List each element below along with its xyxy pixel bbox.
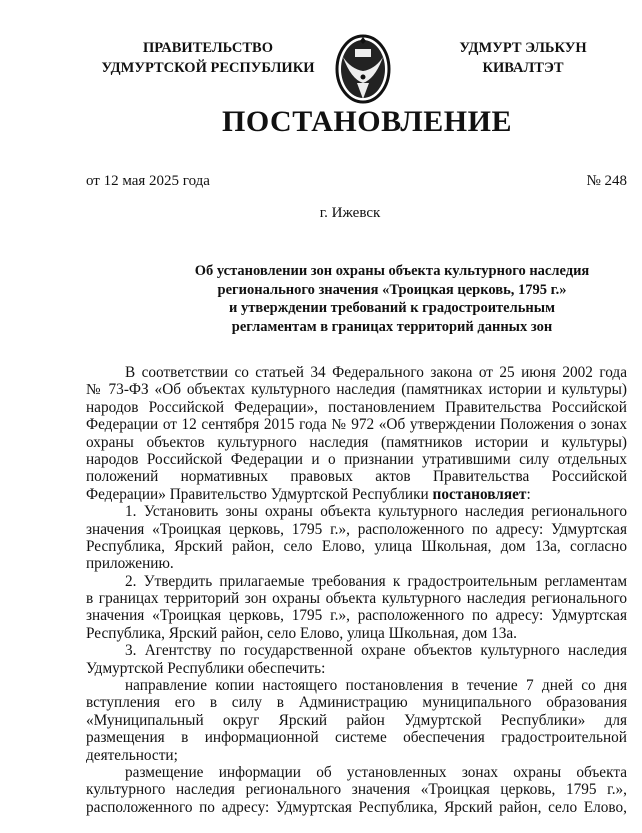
body-line [86,712,627,729]
body-line [86,764,627,781]
body-line [86,416,627,433]
subject-line: и утверждении требований к градостроительным [229,300,555,316]
document-city: г. Ижевск [319,205,381,221]
issuer-right-line-2: КИВАЛТЭТ [482,60,564,76]
body-line [86,607,627,624]
subject-line: регламентам в границах территорий данных зон [231,318,553,335]
issuer-left-line-1: ПРАВИТЕЛЬСТВО [143,40,273,56]
punctuation: : [526,485,531,503]
body-line-text: 2. Утвердить прилагаемые требования к градостроительным регламентам [125,572,627,590]
issuer-right [420,38,626,78]
body-line-text: Республика, Ярский район, село Елово, улица Школьная, дом 13а. [86,624,518,642]
body-line-text: Федерации от 12 сентября 2015 года № 972 «Об утверждении Положения о зонах [86,416,627,434]
body-line [86,486,627,503]
body-line [86,677,627,694]
body-line-text: размещение информации об установленных зонах охраны объекта [125,763,627,781]
issuer-right-line-1: УДМУРТ ЭЛЬКУН [459,40,587,56]
document-subject [120,262,642,336]
subject-line: регионального значения «Троицкая церковь, 1795 г.» [217,281,567,298]
body-line [86,521,627,538]
subject-line: Об установлении зон охраны объекта культурного наследия [194,263,590,279]
body-line [86,781,627,798]
body-line-text: «Муниципальный округ Ярский район Удмуртской Республики» для [86,711,627,729]
body-line [86,729,627,746]
body-line-text: 1. Установить зоны охраны объекта культурного наследия регионального [125,503,627,521]
document-type-heading: ПОСТАНОВЛЕНИЕ [222,105,512,138]
body-line-text: В соответствии со статьей 34 Федерального закона от 25 июня 2002 года [125,364,627,381]
body-line-text: приложению. [86,555,174,573]
resolution-keyword: постановляет [432,485,527,503]
body-line [86,660,627,677]
body-line [86,381,627,398]
body-line-text: Республика, Ярский район, село Елово, улица Школьная, дом 13а, согласно [86,537,627,555]
body-line-text: положений нормативных правовых актов Правительства Российской [86,468,627,486]
body-line [86,555,627,572]
body-line [86,590,627,607]
body-line-text: Федерации» Правительство Удмуртской Республики [86,485,433,503]
body-line-text: культурного наследия регионального значения «Троицкая церковь, 1795 г.», [86,781,627,799]
document-body [86,364,627,816]
body-line [86,503,627,520]
body-line [86,694,627,711]
body-line-text: Удмуртской Республики обеспечить: [86,659,326,677]
body-line [86,434,627,451]
body-line-text: народов Российской Федерации и о признании утратившими силу отдельных [86,450,627,468]
body-line-text: охраны объектов культурного наследия (памятников истории и культуры) [86,433,627,451]
body-line-text: народов Российской Федерации», постановлением Правительства Российской [86,398,627,416]
body-line [86,538,627,555]
body-line [86,642,627,659]
body-line [86,399,627,416]
body-line [86,747,627,764]
body-line-text: вступления его в силу в Администрацию муниципального образования [86,694,627,712]
body-line-text: значения «Троицкая церковь, 1795 г.», расположенного по адресу: Удмуртская [86,607,627,625]
body-line-text: деятельности; [86,746,178,764]
body-line-text: значения «Троицкая церковь, 1795 г.», расположенного по адресу: Удмуртская [86,520,627,538]
body-line-text: 3. Агентству по государственной охране объектов культурного наследия [125,642,627,660]
body-line-text: направление копии настоящего постановления в течение 7 дней со дня [125,677,627,695]
body-line-text: расположенного по адресу: Удмуртская Республика, Ярский район, село Елово, [86,798,627,816]
document-date: от 12 мая 2025 года [86,173,210,189]
issuer-left-line-2: УДМУРТСКОЙ РЕСПУБЛИКИ [101,60,315,76]
coat-of-arms-emblem [333,27,393,107]
body-line-text: в границах территорий зон охраны объекта культурного наследия регионального [86,590,627,608]
body-line [86,364,627,381]
body-line [86,799,627,816]
document-number: № 248 [586,173,627,189]
body-line [86,451,627,468]
issuer-left [78,38,338,78]
body-line [86,625,627,642]
body-line-text: № 73-ФЗ «Об объектах культурного наследия (памятниках истории и культуры) [86,381,627,399]
body-line-text: размещения в информационной системе обеспечения градостроительной [86,729,627,747]
body-line [86,573,627,590]
body-line [86,468,627,485]
